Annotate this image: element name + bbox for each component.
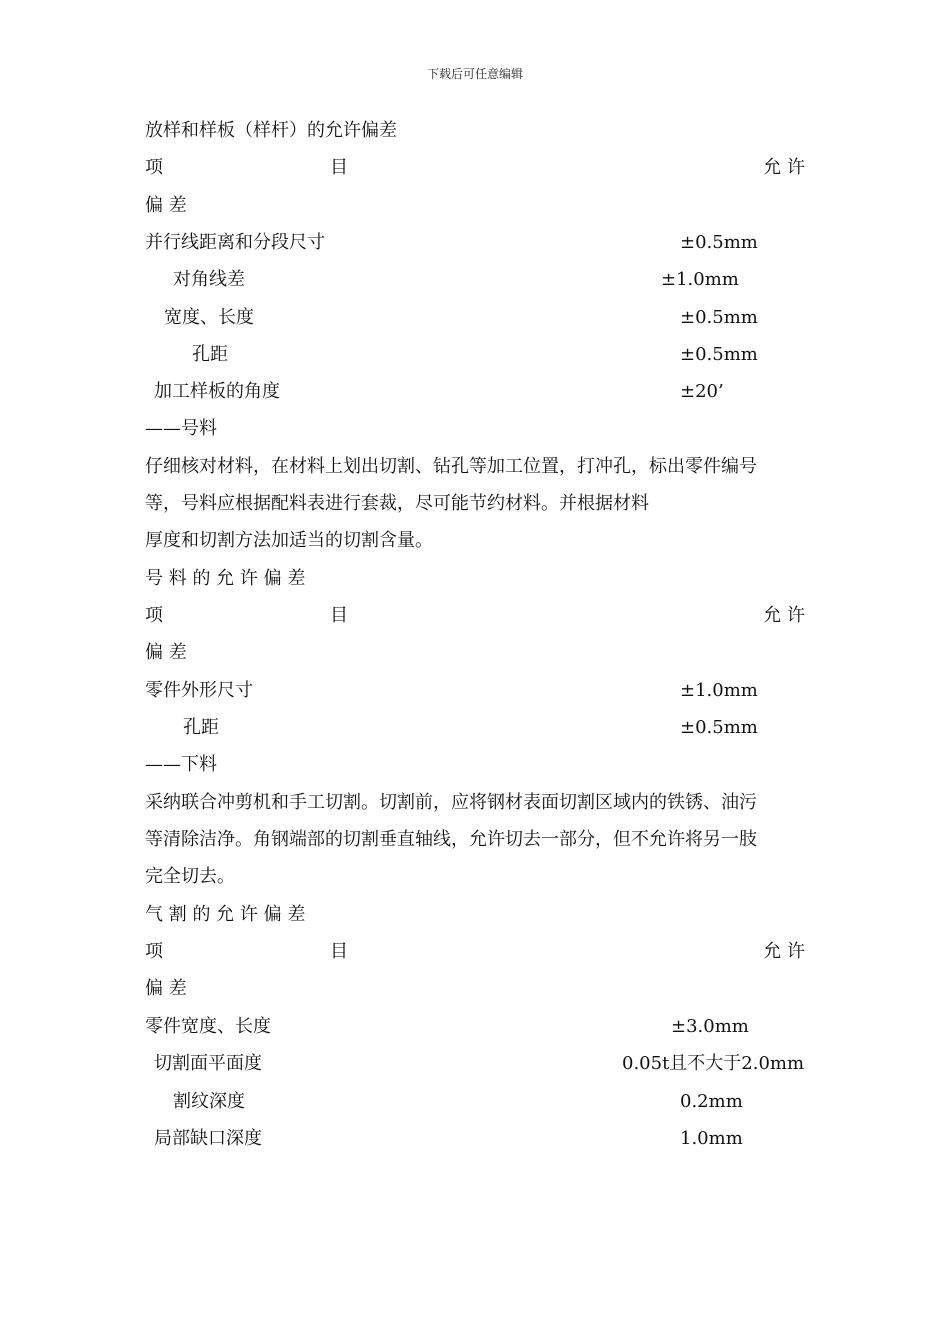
- row-value: 0.2mm: [680, 1091, 743, 1112]
- row-value: ±0.5mm: [680, 717, 758, 738]
- row-label: 零件宽度、长度: [145, 1016, 271, 1037]
- row-label: 对角线差: [173, 269, 245, 290]
- column-header-deviation: 偏 差: [145, 642, 187, 663]
- row-value: ±1.0mm: [680, 680, 758, 701]
- paragraph-line: 等清除洁净。角钢端部的切割垂直轴线，允许切去一部分，但不允许将另一肢: [145, 829, 757, 850]
- column-header-deviation: 偏 差: [145, 195, 187, 216]
- paragraph-line: 完全切去。: [145, 866, 235, 887]
- row-value: ±1.0mm: [661, 269, 739, 290]
- column-header-mid: 目: [330, 941, 348, 962]
- paragraph-line: 采纳联合冲剪机和手工切割。切割前，应将钢材表面切割区域内的铁锈、油污: [145, 792, 757, 813]
- row-label: 孔距: [183, 717, 219, 738]
- column-header-item: 项: [145, 941, 163, 962]
- column-header-mid: 目: [330, 605, 348, 626]
- section-heading: ——下料: [145, 754, 217, 775]
- row-label: 并行线距离和分段尺寸: [145, 232, 325, 253]
- page-header-note: 下载后可任意编辑: [426, 67, 523, 81]
- row-label: 切割面平面度: [154, 1053, 262, 1074]
- table-title: 气 割 的 允 许 偏 差: [145, 904, 306, 925]
- table-title: 放样和样板（样杆）的允许偏差: [145, 120, 397, 141]
- section-heading: ——号料: [145, 418, 217, 439]
- column-header-deviation: 偏 差: [145, 978, 187, 999]
- row-label: 宽度、长度: [164, 307, 254, 328]
- column-header-allow: 允 许: [763, 941, 805, 962]
- column-header-item: 项: [145, 605, 163, 626]
- column-header-item: 项: [145, 157, 163, 178]
- row-value: ±20’: [680, 381, 724, 402]
- row-value: 0.05t且不大于2.0mm: [622, 1053, 805, 1074]
- row-value: ±3.0mm: [671, 1016, 749, 1037]
- column-header-mid: 目: [330, 157, 348, 178]
- row-value: ±0.5mm: [680, 307, 758, 328]
- row-value: 1.0mm: [680, 1128, 743, 1149]
- row-label: 零件外形尺寸: [145, 680, 253, 701]
- paragraph-line: 厚度和切割方法加适当的切割含量。: [145, 530, 433, 551]
- column-header-allow: 允 许: [763, 157, 805, 178]
- table-title: 号 料 的 允 许 偏 差: [145, 568, 306, 589]
- row-label: 局部缺口深度: [154, 1128, 262, 1149]
- row-label: 割纹深度: [173, 1091, 245, 1112]
- row-label: 加工样板的角度: [154, 381, 280, 402]
- row-label: 孔距: [192, 344, 228, 365]
- column-header-allow: 允 许: [763, 605, 805, 626]
- row-value: ±0.5mm: [680, 232, 758, 253]
- paragraph-line: 仔细核对材料，在材料上划出切割、钻孔等加工位置，打冲孔，标出零件编号: [145, 456, 757, 477]
- row-value: ±0.5mm: [680, 344, 758, 365]
- paragraph-line: 等，号料应根据配料表进行套裁，尽可能节约材料。并根据材料: [145, 493, 649, 514]
